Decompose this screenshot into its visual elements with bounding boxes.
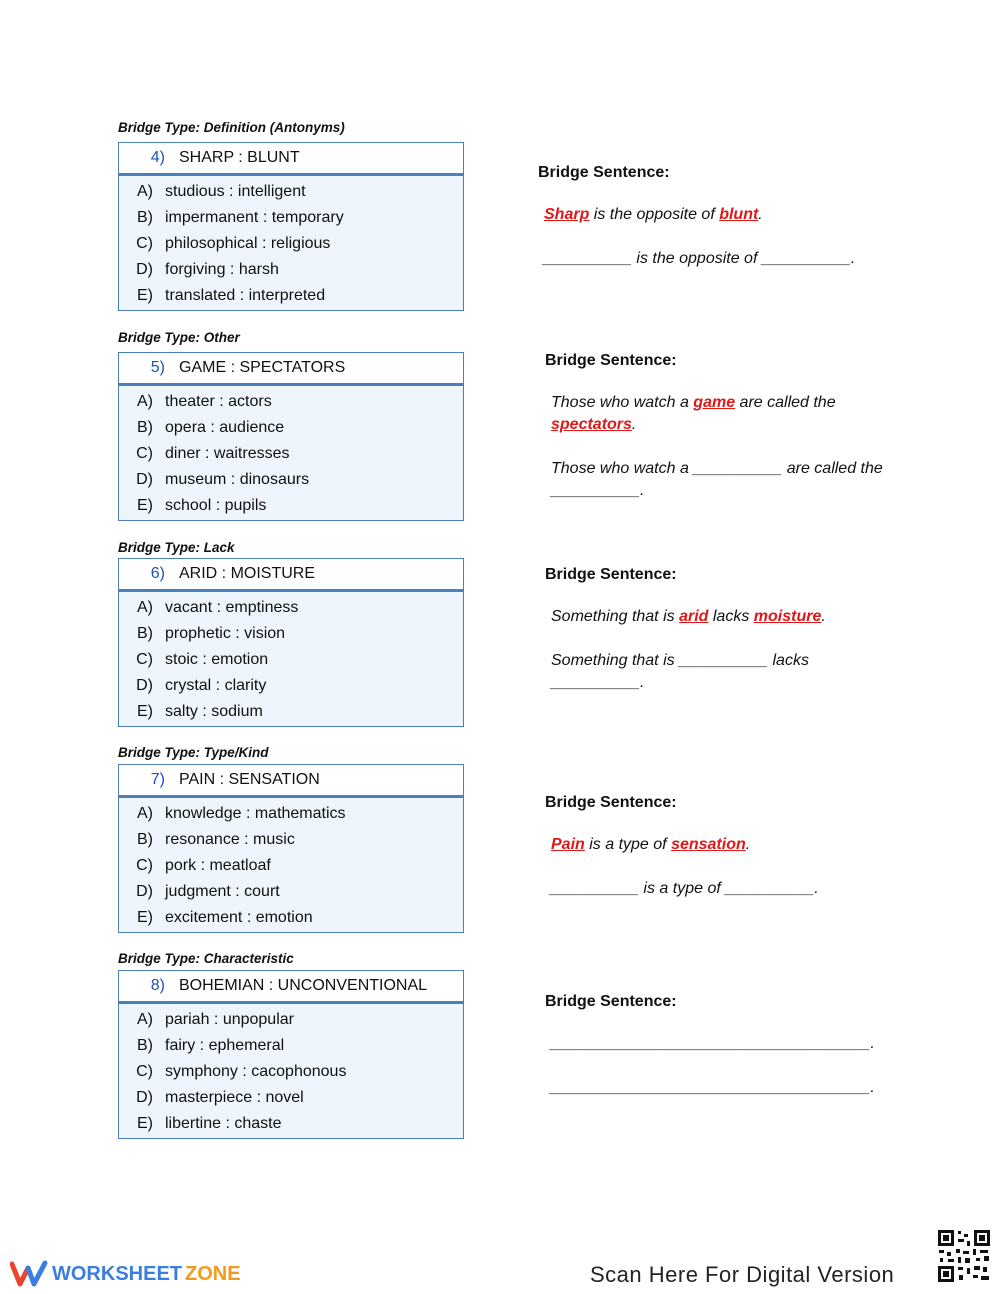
bridge-sentence-8 xyxy=(545,993,875,1099)
option-text: pork : meatloaf xyxy=(165,857,271,874)
option-letter: B) xyxy=(137,831,153,848)
option-c[interactable] xyxy=(119,853,463,879)
question-pair: ARID : MOISTURE xyxy=(179,565,316,582)
question-header-8 xyxy=(119,971,463,1004)
bridge-type-label-8: Bridge Type: Characteristic xyxy=(118,951,294,966)
bridge-sentence-title: Bridge Sentence: xyxy=(545,794,677,811)
question-pair: PAIN : SENSATION xyxy=(179,771,320,788)
logo-icon xyxy=(10,1260,48,1288)
option-e[interactable] xyxy=(119,283,463,309)
option-d[interactable] xyxy=(119,257,463,283)
question-number: 7) xyxy=(150,771,165,788)
option-text: symphony : cacophonous xyxy=(165,1063,347,1080)
bridge-sentence-example xyxy=(545,392,905,436)
options-list xyxy=(119,176,463,310)
option-text: impermanent : temporary xyxy=(165,209,344,226)
option-letter: A) xyxy=(137,599,153,616)
option-text: diner : waitresses xyxy=(165,445,290,462)
example-connector: are called the xyxy=(735,394,836,411)
logo-text-zone: ZONE xyxy=(185,1262,241,1285)
option-text: stoic : emotion xyxy=(165,651,269,668)
question-number: 6) xyxy=(150,565,165,582)
example-connector: is the opposite of xyxy=(589,206,720,223)
worksheetzone-logo xyxy=(10,1260,241,1288)
option-letter: E) xyxy=(137,497,153,514)
option-c[interactable] xyxy=(119,441,463,467)
option-text: vacant : emptiness xyxy=(165,599,299,616)
example-word-1: Sharp xyxy=(544,206,590,223)
bridge-sentence-blank-1: ____________________________________. xyxy=(550,1035,875,1052)
option-text: knowledge : mathematics xyxy=(165,805,346,822)
option-d[interactable] xyxy=(119,467,463,493)
bridge-type-label-5: Bridge Type: Other xyxy=(118,330,240,345)
options-list xyxy=(119,1004,463,1138)
option-a[interactable] xyxy=(119,389,463,415)
question-number: 8) xyxy=(150,977,165,994)
question-pair: GAME : SPECTATORS xyxy=(179,359,346,376)
example-prefix: Those who watch a xyxy=(551,394,694,411)
question-box-8 xyxy=(118,970,464,1139)
example-word-2: sensation xyxy=(671,836,746,853)
option-letter: A) xyxy=(137,1011,153,1028)
option-letter: D) xyxy=(136,1089,153,1106)
option-c[interactable] xyxy=(119,1059,463,1085)
question-box-5 xyxy=(118,352,464,521)
bridge-sentence-blank: __________ is the opposite of __________. xyxy=(543,250,856,267)
option-text: crystal : clarity xyxy=(165,677,267,694)
option-letter: A) xyxy=(137,183,153,200)
option-text: excitement : emotion xyxy=(165,909,313,926)
bridge-sentence-example xyxy=(538,204,855,226)
bridge-sentence-blank-2: ____________________________________. xyxy=(550,1079,875,1096)
option-b[interactable] xyxy=(119,205,463,231)
option-letter: D) xyxy=(136,471,153,488)
option-d[interactable] xyxy=(119,673,463,699)
question-box-7 xyxy=(118,764,464,933)
example-word-1: Pain xyxy=(551,836,585,853)
question-number: 4) xyxy=(150,149,165,166)
bridge-sentence-blank: __________ is a type of __________. xyxy=(550,880,819,897)
option-e[interactable] xyxy=(119,905,463,931)
option-text: resonance : music xyxy=(165,831,295,848)
option-text: museum : dinosaurs xyxy=(165,471,310,488)
question-header-4 xyxy=(119,143,463,176)
options-list xyxy=(119,386,463,520)
option-text: opera : audience xyxy=(165,419,285,436)
bridge-sentence-7 xyxy=(545,794,819,900)
bridge-sentence-title: Bridge Sentence: xyxy=(545,352,677,369)
scan-text: Scan Here For Digital Version xyxy=(590,1262,895,1287)
option-letter: D) xyxy=(136,883,153,900)
qr-code-icon[interactable] xyxy=(936,1228,992,1284)
example-connector: lacks xyxy=(708,608,754,625)
example-end: . xyxy=(745,836,751,853)
option-a[interactable] xyxy=(119,179,463,205)
option-letter: A) xyxy=(137,393,153,410)
question-box-6 xyxy=(118,558,464,727)
example-connector: is a type of xyxy=(584,836,672,853)
options-list xyxy=(119,592,463,726)
options-list xyxy=(119,798,463,932)
option-letter: C) xyxy=(136,1063,153,1080)
option-a[interactable] xyxy=(119,595,463,621)
option-a[interactable] xyxy=(119,1007,463,1033)
bridge-sentence-blank: Something that is __________ lacks __________. xyxy=(551,652,809,691)
example-end: . xyxy=(821,608,826,625)
option-letter: E) xyxy=(137,703,153,720)
option-text: judgment : court xyxy=(165,883,280,900)
option-text: school : pupils xyxy=(165,497,267,514)
example-end: . xyxy=(758,206,763,223)
option-e[interactable] xyxy=(119,493,463,519)
bridge-sentence-6 xyxy=(545,566,845,694)
option-b[interactable] xyxy=(119,621,463,647)
bridge-sentence-title: Bridge Sentence: xyxy=(545,566,677,583)
option-letter: D) xyxy=(136,261,153,278)
option-b[interactable] xyxy=(119,1033,463,1059)
option-e[interactable] xyxy=(119,699,463,725)
option-letter: B) xyxy=(137,209,153,226)
question-header-6 xyxy=(119,559,463,592)
option-text: pariah : unpopular xyxy=(165,1011,294,1028)
example-word-1: game xyxy=(693,394,736,411)
option-letter: C) xyxy=(136,445,153,462)
option-e[interactable] xyxy=(119,1111,463,1137)
question-header-7 xyxy=(119,765,463,798)
bridge-type-label-4: Bridge Type: Definition (Antonyms) xyxy=(118,120,345,135)
question-box-4 xyxy=(118,142,464,311)
option-letter: B) xyxy=(137,625,153,642)
option-text: translated : interpreted xyxy=(165,287,326,304)
bridge-sentence-blank: Those who watch a __________ are called the __________. xyxy=(551,460,883,499)
logo-text-worksheet: WORKSHEET xyxy=(52,1262,182,1285)
option-text: salty : sodium xyxy=(165,703,263,720)
option-letter: C) xyxy=(136,651,153,668)
option-text: libertine : chaste xyxy=(165,1115,282,1132)
example-word-2: blunt xyxy=(719,206,759,223)
option-b[interactable] xyxy=(119,415,463,441)
option-text: fairy : ephemeral xyxy=(165,1037,285,1054)
bridge-type-label-7: Bridge Type: Type/Kind xyxy=(118,745,269,760)
example-word-2: moisture xyxy=(753,608,822,625)
bridge-sentence-title: Bridge Sentence: xyxy=(545,993,677,1010)
option-letter: B) xyxy=(137,1037,153,1054)
question-number: 5) xyxy=(150,359,165,376)
option-letter: C) xyxy=(136,235,153,252)
bridge-sentence-example xyxy=(545,834,819,856)
bridge-type-label-6: Bridge Type: Lack xyxy=(118,540,235,555)
example-word-1: arid xyxy=(679,608,709,625)
option-d[interactable] xyxy=(119,879,463,905)
option-letter: B) xyxy=(137,419,153,436)
option-d[interactable] xyxy=(119,1085,463,1111)
question-pair: BOHEMIAN : UNCONVENTIONAL xyxy=(179,977,428,994)
bridge-sentence-4 xyxy=(538,164,855,270)
bridge-sentence-title: Bridge Sentence: xyxy=(538,164,670,181)
option-text: theater : actors xyxy=(165,393,272,410)
option-text: studious : intelligent xyxy=(165,183,306,200)
option-letter: E) xyxy=(137,909,153,926)
option-c[interactable] xyxy=(119,231,463,257)
option-text: prophetic : vision xyxy=(165,625,286,642)
option-letter: E) xyxy=(137,1115,153,1132)
option-letter: C) xyxy=(136,857,153,874)
option-letter: A) xyxy=(137,805,153,822)
example-prefix: Something that is xyxy=(551,608,680,625)
example-end: . xyxy=(631,416,637,433)
option-b[interactable] xyxy=(119,827,463,853)
option-c[interactable] xyxy=(119,647,463,673)
bridge-sentence-5 xyxy=(545,352,905,502)
option-letter: D) xyxy=(136,677,153,694)
question-pair: SHARP : BLUNT xyxy=(179,149,300,166)
option-text: masterpiece : novel xyxy=(165,1089,304,1106)
example-word-2: spectators xyxy=(551,416,632,433)
option-letter: E) xyxy=(137,287,153,304)
question-header-5 xyxy=(119,353,463,386)
bridge-sentence-example xyxy=(545,606,845,628)
option-text: forgiving : harsh xyxy=(165,261,279,278)
option-text: philosophical : religious xyxy=(165,235,331,252)
option-a[interactable] xyxy=(119,801,463,827)
